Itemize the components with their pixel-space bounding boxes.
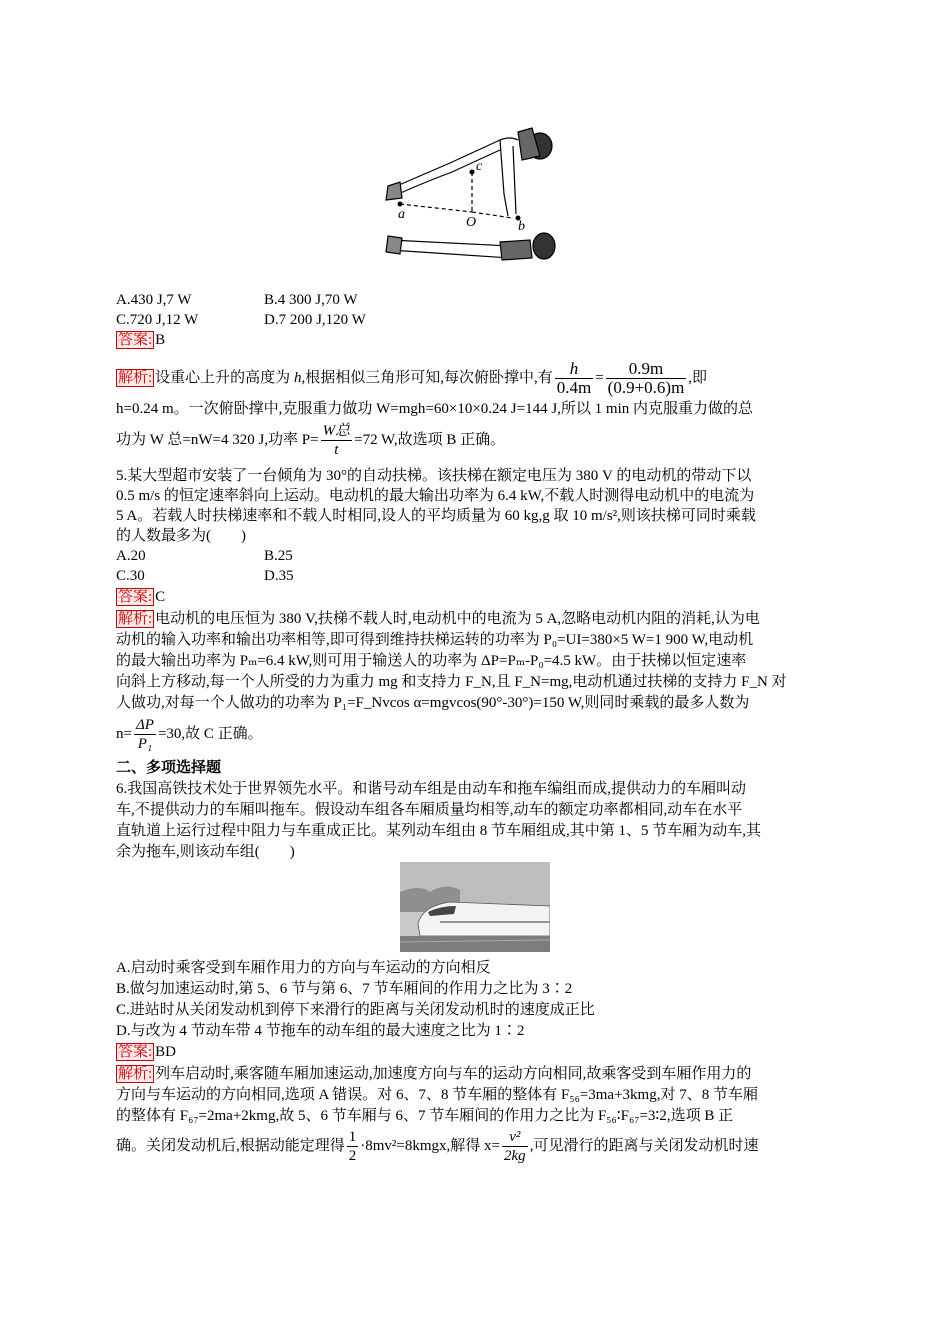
text: ,根据相似三角形可知,每次俯卧撑中,有	[301, 370, 553, 386]
q6-option-d: D.与改为 4 节动车带 4 节拖车的动车组的最大速度之比为 1∶2	[116, 1023, 525, 1039]
label-c: c	[476, 159, 483, 174]
label-b: b	[518, 219, 525, 234]
q4-option-a: A.430 J,7 W	[116, 292, 192, 308]
text: n=	[116, 726, 132, 742]
fraction-deltaP	[134, 716, 156, 753]
q4-option-d: D.7 200 J,120 W	[264, 312, 366, 328]
frac-den: 2kg	[504, 1148, 526, 1165]
q5-stem-1: 5.某大型超市安装了一台倾角为 30°的自动扶梯。该扶梯在额定电压为 380 V 的电动机的带动下以	[116, 468, 752, 484]
frac-num: v²	[502, 1128, 528, 1147]
q5-analysis-3: 的最大输出功率为 Pₘ=6.4 kW,则可用于输送人的功率为 ΔP=Pₘ-P₀=4.5 kW。由于扶梯以恒定速率	[116, 653, 747, 669]
text: 确。关闭发动机后,根据动能定理得	[116, 1138, 345, 1154]
text: h	[293, 370, 302, 386]
q6-option-c: C.进站时从关闭发动机到停下来滑行的距离与关闭发动机时的速度成正比	[116, 1002, 595, 1018]
q4-answer	[116, 330, 165, 350]
pushup-up-drawing	[386, 128, 552, 218]
q4-option-c: C.720 J,12 W	[116, 312, 199, 328]
q4-analysis-line2: h=0.24 m。一次俯卧撑中,克服重力做功 W=mgh=60×10×0.24 J=144 J,所以 1 min 内克服重力做的总	[116, 401, 754, 417]
q5-analysis-2: 动机的输入功率和输出功率相等,即可得到维持扶梯运转的功率为 P₀=UI=380×5 W=1 900 W,电动机	[116, 632, 754, 648]
q6-option-a: A.启动时乘客受到车厢作用力的方向与车运动的方向相反	[116, 960, 491, 976]
q5-option-a: A.20	[116, 548, 146, 564]
label-a: a	[398, 207, 405, 222]
q6-analysis-3: 的整体有 F₆₇=2ma+2kmg,故 5、6 节车厢与 6、7 节车厢间的作用力之比为 F₅₆∶F₆₇=3∶2,选项 B 正	[116, 1108, 734, 1124]
frac-den: (0.9+0.6)m	[607, 378, 685, 398]
fraction-h	[555, 360, 593, 397]
q5-answer	[116, 587, 165, 607]
frac-num: h	[555, 360, 593, 379]
frac-den: P₁	[137, 736, 153, 753]
q5-option-c: C.30	[116, 568, 145, 584]
text: =30,故 C 正确。	[157, 726, 263, 742]
q4-analysis-line3	[116, 420, 505, 460]
q6-analysis-4	[116, 1124, 758, 1168]
q5-analysis-4: 向斜上方移动,每一个人所受的力为重力 mg 和支持力 F_N,且 F_N=mg,电动机通过扶梯的支持力 F_N 对	[116, 674, 787, 690]
answer-tag: 答案:	[118, 332, 153, 348]
analysis-tag: 解析:	[118, 611, 153, 627]
q5-stem-4: 的人数最多为( )	[116, 528, 246, 544]
fraction-x	[502, 1128, 528, 1165]
q5-option-b: B.25	[264, 548, 293, 564]
frac-den: 2	[348, 1148, 357, 1165]
section-title: 二、多项选择题	[116, 760, 222, 776]
text: 功为 W 总=nW=4 320 J,功率 P=	[116, 432, 319, 448]
text: ,可见滑行的距离与关闭发动机时速	[529, 1138, 759, 1154]
frac-den: 0.4m	[556, 378, 592, 398]
q6-stem-1: 6.我国高铁技术处于世界领先水平。和谐号动车组是由动车和拖车编组而成,提供动力的车厢叫动	[116, 781, 747, 797]
text: ,即	[688, 370, 708, 386]
q6-stem-2: 车,不提供动力的车厢叫拖车。假设动车组各车厢质量均相等,动车的额定功率都相同,动车在水平	[116, 802, 743, 818]
frac-num: ΔP	[135, 717, 154, 734]
train-photo	[400, 862, 550, 952]
text: 列车启动时,乘客随车厢加速运动,加速度方向与车的运动方向相同,故乘客受到车厢作用力的	[155, 1066, 752, 1082]
q6-stem-3: 直轨道上运行过程中阻力与车重成正比。某列动车组由 8 节车厢组成,其中第 1、5 节车厢为动车,其	[116, 823, 762, 839]
q5-stem-2: 0.5 m/s 的恒定速率斜向上运动。电动机的最大输出功率为 6.4 kW,不载人时测得电动机中的电流为	[116, 488, 755, 504]
q6-analysis-2: 方向与车运动的方向相同,选项 A 错误。对 6、7、8 节车厢的整体有 F₅₆=3ma+3kmg,对 7、8 节车厢	[116, 1087, 758, 1103]
text: ·8mv²=8kmgx,解得 x=	[360, 1138, 501, 1154]
analysis-tag: 解析:	[118, 370, 153, 386]
fraction-ratio	[606, 360, 687, 397]
q6-stem-4: 余为拖车,则该动车组( )	[116, 844, 295, 860]
q5-analysis-5: 人做功,对每一个人做功的功率为 P₁=F_Nvcos α=mgvcos(90°-30°)=150 W,则同时乘载的最多人数为	[116, 695, 750, 711]
q4-option-b: B.4 300 J,70 W	[264, 292, 358, 308]
frac-num: W总	[322, 423, 351, 440]
fraction-half	[347, 1128, 359, 1165]
pushup-figure	[380, 118, 560, 270]
analysis-tag: 解析:	[118, 1066, 153, 1082]
label-O: O	[466, 215, 477, 230]
q5-stem-3: 5 A。若载人时扶梯速率和不载人时相同,设人的平均质量为 60 kg,g 取 10 m/s²,则该扶梯可同时乘载	[116, 508, 756, 524]
text: 设重心上升的高度为	[155, 370, 294, 386]
answer-tag: 答案:	[118, 1044, 153, 1060]
text: 电动机的电压恒为 380 V,扶梯不载人时,电动机中的电流为 5 A,忽略电动机内阻的消耗,认为电	[155, 611, 760, 627]
frac-den: t	[334, 442, 339, 459]
frac-num: 0.9m	[606, 360, 687, 379]
q6-analysis-1	[116, 1064, 751, 1084]
q4-analysis-line1: 解析: 设重心上升的高度为 h,根据相似三角形可知,每次俯卧撑中,有 $\frac{h}{0.4m}$ = $\frac{0.9m}{(0.9+0.6)m}$ ,即	[118, 359, 708, 398]
q5-analysis-6	[116, 714, 263, 754]
fraction-power	[321, 422, 353, 459]
answer-tag: 答案:	[118, 589, 153, 605]
frac-num: 1	[348, 1129, 357, 1146]
q6-option-b: B.做匀加速运动时,第 5、6 节与第 6、7 节车厢间的作用力之比为 3∶2	[116, 981, 573, 997]
text: =72 W,故选项 B 正确。	[354, 432, 506, 448]
q4-answer-value: B	[155, 332, 166, 348]
q5-analysis-1	[116, 609, 760, 629]
q5-option-d: D.35	[264, 568, 294, 584]
q5-answer-value: C	[155, 589, 166, 605]
pushup-down-drawing	[386, 233, 555, 260]
q6-answer-value: BD	[155, 1044, 177, 1060]
q6-answer	[116, 1042, 176, 1062]
